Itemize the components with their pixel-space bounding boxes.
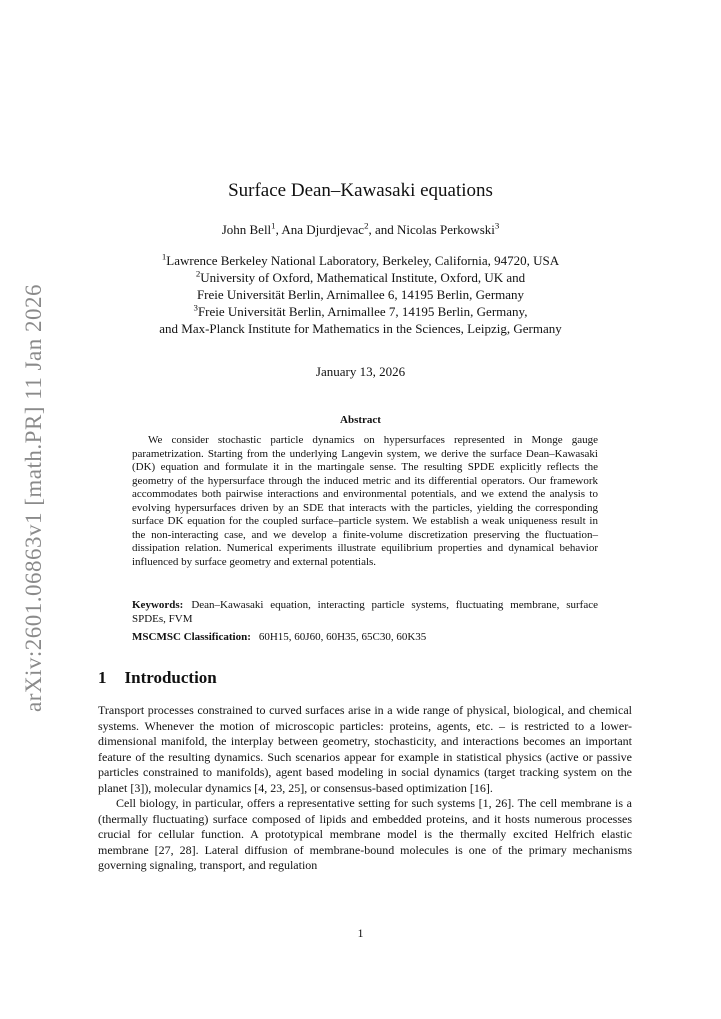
paragraph: Transport processes constrained to curved surfaces arise in a wide range of physical, biological, and chemical systems. Whenever the motion of microscopic particles: proteins, agents, etc. – is restricted to a lower-dimensional manifold, the interplay between geometry, stochasticity, and interactions becomes an important feature of the resulting dynamics. Such scenarios appear for example in statistical physics (active or passive particles constrained to manifolds), agent based modeling in social dynamics (target tracking system on the planet [3]), molecular dynamics [4, 23, 25], or consensus-based optimization [16].: [98, 703, 632, 795]
abstract-heading: Abstract: [340, 414, 381, 426]
affiliation-line: $^1$Lawrence Berkeley National Laboratory, Berkeley, California, 94720, USA: [161, 251, 560, 268]
keywords-text: Dean–Kawasaki equation, interacting particle systems, fluctuating membrane, surface SPDEs, FVM: [132, 599, 598, 625]
author-list: John Bell$^1$, Ana Djurdjevac$^2$, and Nicolas Perkowski$^3$: [221, 220, 500, 237]
affiliation-line: Freie Universität Berlin, Arnimallee 6, 14195 Berlin, Germany: [196, 287, 525, 302]
section-heading: [98, 668, 217, 688]
section-title: Introduction: [124, 668, 217, 687]
msc-classification-block: [132, 631, 598, 645]
author-name: Nicolas Perkowski: [397, 222, 495, 237]
affiliation-list: [0, 252, 721, 337]
abstract-text: We consider stochastic particle dynamics on hypersurfaces represented in Monge gauge parametrization. Starting from the underlying Langevin system, we derive the surface Dean–Kawasaki (DK) equation and formulate it in the martingale sense. The resulting SPDE explicitly reflects the geometry of the hypersurface through the induced metric and its differential operators. Our framework accommodates both pairwise interactions and environmental potentials, and we extend the analysis to evolving hypersurfaces driven by an SDE that interacts with the particles, yielding the corresponding surface DK equation for the coupled surface–particle system. We establish a weak uniqueness result in the non-interacting case, and we develop a finite-volume discretization preserving the fluctuation–dissipation relation. Numerical experiments illustrate equilibrium properties and dynamical behavior influenced by surface geometry and external potentials.: [132, 434, 598, 568]
introduction-body: [98, 703, 632, 874]
affiliation-line: $^2$University of Oxford, Mathematical Institute, Oxford, UK and: [195, 268, 526, 285]
arxiv-identifier-stamp: arXiv:2601.06863v1 [math.PR] 11 Jan 2026: [21, 283, 46, 713]
author-affiliation-mark: 1: [271, 220, 276, 231]
affiliation-line: $^3$Freie Universität Berlin, Arnimallee 7, 14195 Berlin, Germany,: [193, 302, 528, 319]
publication-date: January 13, 2026: [315, 364, 406, 379]
author-affiliation-mark: 3: [494, 220, 500, 231]
msc-label: MSCMSC Classification:: [132, 631, 251, 643]
author-name: John Bell: [221, 222, 272, 237]
msc-codes: 60H15, 60J60, 60H35, 65C30, 60K35: [258, 631, 427, 643]
keywords-block: [132, 599, 598, 626]
author-affiliation-mark: 2: [364, 220, 369, 231]
section-number: 1: [98, 668, 107, 687]
page-number: 1: [357, 926, 364, 940]
keywords-label: Keywords:: [132, 599, 184, 611]
paper-title: Surface Dean–Kawasaki equations: [228, 180, 493, 201]
paragraph: Cell biology, in particular, offers a representative setting for such systems [1, 26]. The cell membrane is a (thermally fluctuating) surface composed of lipids and embedded proteins, and it hosts numerous processes crucial for cellular function. A prototypical membrane model is the thermally excited Helfrich elastic membrane [27, 28]. Lateral diffusion of membrane-bound molecules is one of the primary mechanisms governing signaling, transport, and regulation: [98, 796, 632, 872]
affiliation-line: and Max-Planck Institute for Mathematics in the Sciences, Leipzig, Germany: [159, 321, 562, 336]
author-name: Ana Djurdjevac: [281, 222, 365, 237]
